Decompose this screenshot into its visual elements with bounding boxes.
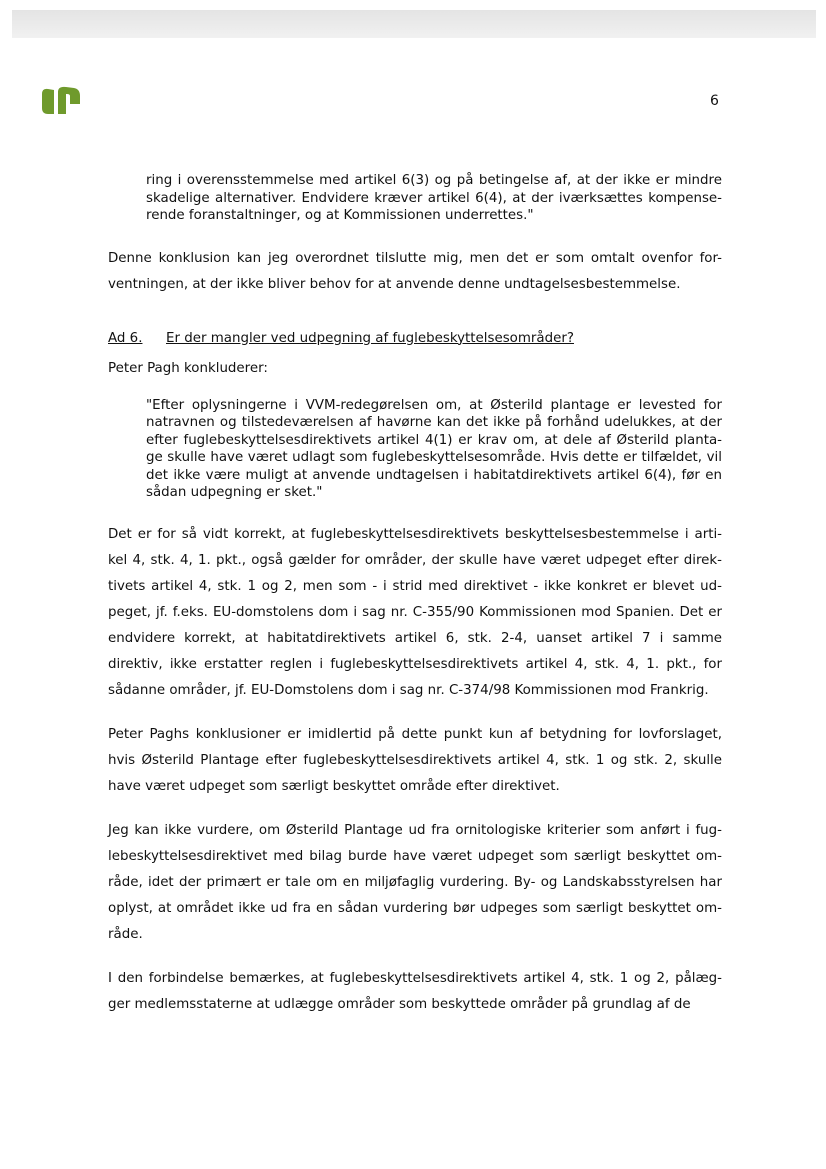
section-number: Ad 6.	[108, 330, 143, 346]
paragraph: Det er for så vidt korrekt, at fuglebeskyttelsesdirektivets beskyttelsesbestemmelse i arti-kel 4, stk. 4, 1. pkt., også gælder for områder, der skulle have været udpeget efter direk-tivets artikel 4, stk. 1 og 2, men som - i strid med direktivet - ikke konkret er blevet ud-peget, jf. f.eks. EU-domstolens dom i sag nr. C-355/90 Kommissionen mod Spanien. Det er endvidere korrekt, at habitatdirektivets artikel 6, stk. 2-4, uanset artikel 7 i samme direktiv, ikke erstatter reglen i fuglebeskyttelsesdirektivets artikel 4, stk. 4, 1. pkt., for sådanne områder, jf. EU-Domstolens dom i sag nr. C-374/98 Kommissionen mod Frankrig.	[108, 526, 722, 698]
section-title: Er der mangler ved udpegning af fuglebeskyttelsesområder?	[166, 330, 574, 346]
page-number: 6	[710, 93, 719, 109]
block-quote: "Efter oplysningerne i VVM-redegørelsen om, at Østerild plantage er levested for natravnen og tilstedeværelsen af havørne kan det ikke på forhånd udelukkes, at der efter fuglebeskyttelsesdirektivets artikel 4(1) er krav om, at dele af Østerild planta-ge skulle have været udlagt som fuglebeskyttelsesområde. Hvis dette er tilfældet, vil det ikke være muligt at anvende undtagelsen i habitatdirektivets artikel 6(4), før en sådan udpegning er sket."	[146, 397, 722, 500]
scan-edge-band	[12, 10, 816, 38]
green-arch-logo-icon	[40, 84, 82, 118]
section-heading	[108, 329, 722, 349]
paragraph: I den forbindelse bemærkes, at fuglebeskyttelsesdirektivets artikel 4, stk. 1 og 2, pålæg-ger medlemsstaterne at udlægge områder som beskyttede områder på grundlag af de	[108, 970, 722, 1012]
paragraph: Jeg kan ikke vurdere, om Østerild Plantage ud fra ornitologiske kriterier som anført i fug-lebeskyttelsesdirektivet med bilag burde have været udpeget som særligt beskyttet om-råde, idet der primært er tale om en miljøfaglig vurdering. By- og Landskabsstyrelsen har oplyst, at området ikke ud fra en sådan vurdering bør udpeges som særligt beskyttet om-råde.	[108, 822, 722, 942]
quote-intro: Peter Pagh konkluderer:	[108, 360, 268, 376]
quote-continuation: ring i overensstemmelse med artikel 6(3) og på betingelse af, at der ikke er mindre skadelige alternativer. Endvidere kræver artikel 6(4), at der iværksættes kompense-rende foranstaltninger, og at Kommissionen underrettes."	[146, 173, 722, 223]
document-body	[108, 172, 722, 1018]
paragraph: Peter Paghs konklusioner er imidlertid på dette punkt kun af betydning for lovforslaget, hvis Østerild Plantage efter fuglebeskyttelsesdirektivets artikel 4, stk. 1 og stk. 2, skulle have været udpeget som særligt beskyttet område efter direktivet.	[108, 726, 722, 794]
paragraph: Denne konklusion kan jeg overordnet tilslutte mig, men det er som omtalt ovenfor for-ventningen, at der ikke bliver behov for at anvende denne undtagelsesbestemmelse.	[108, 250, 722, 292]
